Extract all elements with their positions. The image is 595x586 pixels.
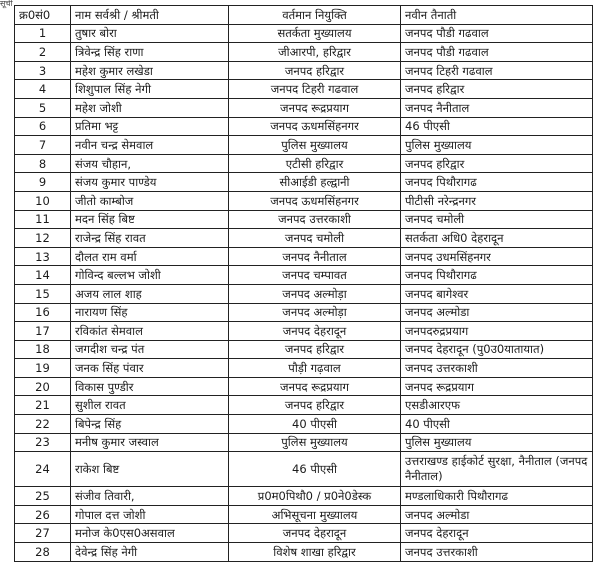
current-posting-cell: जनपद ऊधमसिंहनगर [229,117,401,136]
new-posting-cell: पुलिस मुख्यालय [401,433,593,452]
table-row [15,415,593,434]
current-posting-cell: प्र0म0पिथौ0 / प्र0ने0डेस्क [229,487,401,506]
name-cell: महेश जोशी [71,98,229,117]
table-row [15,173,593,192]
serial-cell: 20 [15,377,71,396]
new-posting-cell: जनपद चमोली [401,210,593,229]
serial-cell: 10 [15,191,71,210]
serial-cell: 21 [15,396,71,415]
header-new-posting: नवीन तैनाती [401,6,593,25]
serial-cell: 16 [15,303,71,322]
name-cell: जीतो काम्बोज [71,191,229,210]
new-posting-cell: जनपद पौडी गढवाल [401,43,593,62]
current-posting-cell: 46 पीएसी [229,452,401,487]
new-posting-cell: जनपद अल्मोडा [401,303,593,322]
table-row [15,303,593,322]
new-posting-cell: जनपद उत्तरकाशी [401,543,593,562]
current-posting-cell: सीआईडी हल्द्वानी [229,173,401,192]
serial-cell: 22 [15,415,71,434]
current-posting-cell: जनपद नैनीताल [229,247,401,266]
table-row [15,61,593,80]
current-posting-cell: जनपद देहरादून [229,524,401,543]
serial-cell: 17 [15,322,71,341]
current-posting-cell: जनपद अल्मोड़ा [229,303,401,322]
table-row [15,80,593,99]
table-row [15,543,593,562]
serial-cell: 5 [15,98,71,117]
new-posting-cell: जनपदरुद्रप्रयाग [401,322,593,341]
header-name: नाम सर्वश्री / श्रीमती [71,6,229,25]
current-posting-cell: जनपद चमोली [229,229,401,248]
table-row [15,433,593,452]
current-posting-cell: जनपद टिहरी गढवाल [229,80,401,99]
new-posting-cell: सतर्कता अधि0 देहरादून [401,229,593,248]
name-cell: रविकांत सेमवाल [71,322,229,341]
new-posting-cell: जनपद अल्मोडा [401,505,593,524]
current-posting-cell: 40 पीएसी [229,415,401,434]
name-cell: सुशील रावत [71,396,229,415]
name-cell: मनीष कुमार जस्वाल [71,433,229,452]
serial-cell: 15 [15,284,71,303]
name-cell: प्रतिमा भट्ट [71,117,229,136]
current-posting-cell: जनपद हरिद्वार [229,340,401,359]
table-row [15,43,593,62]
new-posting-cell: जनपद देहरादून [401,524,593,543]
serial-cell: 18 [15,340,71,359]
serial-cell: 9 [15,173,71,192]
table-row [15,191,593,210]
serial-cell: 4 [15,80,71,99]
current-posting-cell: पुलिस मुख्यालय [229,136,401,155]
new-posting-cell: जनपद पिथौरागढ [401,266,593,285]
current-posting-cell: पुलिस मुख्यालय [229,433,401,452]
name-cell: संजीव तिवारी, [71,487,229,506]
table-header-row [15,6,593,25]
new-posting-cell: पुलिस मुख्यालय [401,136,593,155]
table-row [15,210,593,229]
new-posting-cell: जनपद टिहरी गढवाल [401,61,593,80]
table-body [15,24,593,561]
new-posting-cell: जनपद उधमसिंहनगर [401,247,593,266]
serial-cell: 27 [15,524,71,543]
current-posting-cell: जनपद ऊधमसिंहनगर [229,191,401,210]
name-cell: राकेश बिष्ट [71,452,229,487]
name-cell: संजय कुमार पाण्डेय [71,173,229,192]
name-cell: मनोज के0एस0असवाल [71,524,229,543]
name-cell: नवीन चन्द्र सेमवाल [71,136,229,155]
table-row [15,247,593,266]
current-posting-cell: जनपद हरिद्वार [229,61,401,80]
name-cell: त्रिवेन्द्र सिंह राणा [71,43,229,62]
name-cell: गोपाल दत्त जोशी [71,505,229,524]
new-posting-cell: जनपद हरिद्वार [401,80,593,99]
name-cell: बिपेन्द्र सिंह [71,415,229,434]
serial-cell: 8 [15,154,71,173]
new-posting-cell: 40 पीएसी [401,415,593,434]
new-posting-cell: जनपद देहरादून (पु0उ0यातायात) [401,340,593,359]
current-posting-cell: जीआरपी, हरिद्वार [229,43,401,62]
current-posting-cell: जनपद रूद्रप्रयाग [229,98,401,117]
serial-cell: 13 [15,247,71,266]
table-row [15,24,593,43]
new-posting-cell: जनपद रूद्रप्रयाग [401,377,593,396]
new-posting-cell: जनपद नैनीताल [401,98,593,117]
new-posting-cell: मण्डलाधिकारी पिथौरागढ [401,487,593,506]
name-cell: मदन सिंह बिष्ट [71,210,229,229]
serial-cell: 23 [15,433,71,452]
table-row [15,98,593,117]
table-row [15,377,593,396]
serial-cell: 1 [15,24,71,43]
new-posting-cell: जनपद उत्तरकाशी [401,359,593,378]
table-row [15,452,593,487]
new-posting-cell: जनपद पौडी गढवाल [401,24,593,43]
table-row [15,396,593,415]
name-cell: शिशुपाल सिंह नेगी [71,80,229,99]
serial-cell: 6 [15,117,71,136]
name-cell: नारायण सिंह [71,303,229,322]
table-row [15,284,593,303]
table-row [15,117,593,136]
serial-cell: 11 [15,210,71,229]
current-posting-cell: जनपद चम्पावत [229,266,401,285]
name-cell: तुषार बोरा [71,24,229,43]
table-row [15,136,593,155]
serial-cell: 12 [15,229,71,248]
new-posting-cell: जनपद पिथौरागढ [401,173,593,192]
current-posting-cell: जनपद रूद्रप्रयाग [229,377,401,396]
current-posting-cell: जनपद देहरादून [229,322,401,341]
new-posting-cell: जनपद हरिद्वार [401,154,593,173]
name-cell: गोविन्द बल्लभ जोशी [71,266,229,285]
top-cut-text: सूची [0,0,13,8]
table-row [15,322,593,341]
serial-cell: 19 [15,359,71,378]
name-cell: जगदीश चन्द्र पंत [71,340,229,359]
current-posting-cell: एटीसी हरिद्वार [229,154,401,173]
serial-cell: 14 [15,266,71,285]
table-row [15,340,593,359]
new-posting-cell: उत्तराखण्ड हाईकोर्ट सुरक्षा, नैनीताल (जनपद नैनीताल) [401,452,593,487]
new-posting-cell: पीटीसी नरेन्द्रनगर [401,191,593,210]
name-cell: राजेन्द्र सिंह रावत [71,229,229,248]
serial-cell: 28 [15,543,71,562]
table-row [15,524,593,543]
current-posting-cell: जनपद अल्मोड़ा [229,284,401,303]
serial-cell: 2 [15,43,71,62]
table-row [15,154,593,173]
table-row [15,266,593,285]
serial-cell: 7 [15,136,71,155]
transfer-table [14,5,593,562]
table-row [15,359,593,378]
serial-cell: 3 [15,61,71,80]
current-posting-cell: सतर्कता मुख्यालय [229,24,401,43]
name-cell: देवेन्द्र सिंह नेगी [71,543,229,562]
serial-cell: 26 [15,505,71,524]
table-row [15,505,593,524]
header-current-posting: वर्तमान नियुक्ति [229,6,401,25]
serial-cell: 25 [15,487,71,506]
new-posting-cell: 46 पीएसी [401,117,593,136]
serial-cell: 24 [15,452,71,487]
current-posting-cell: जनपद हरिद्वार [229,396,401,415]
current-posting-cell: जनपद उत्तरकाशी [229,210,401,229]
table-row [15,229,593,248]
header-serial: क्र0सं0 [15,6,71,25]
name-cell: संजय चौहान, [71,154,229,173]
current-posting-cell: विशेष शाखा हरिद्वार [229,543,401,562]
table-row [15,487,593,506]
name-cell: दौलत राम वर्मा [71,247,229,266]
name-cell: जनक सिंह पंवार [71,359,229,378]
current-posting-cell: अभिसूचना मुख्यालय [229,505,401,524]
new-posting-cell: एसडीआरएफ [401,396,593,415]
name-cell: अजय लाल शाह [71,284,229,303]
name-cell: विकास पुण्डीर [71,377,229,396]
new-posting-cell: जनपद बागेश्वर [401,284,593,303]
current-posting-cell: पौड़ी गढ़वाल [229,359,401,378]
name-cell: महेश कुमार लखेडा [71,61,229,80]
